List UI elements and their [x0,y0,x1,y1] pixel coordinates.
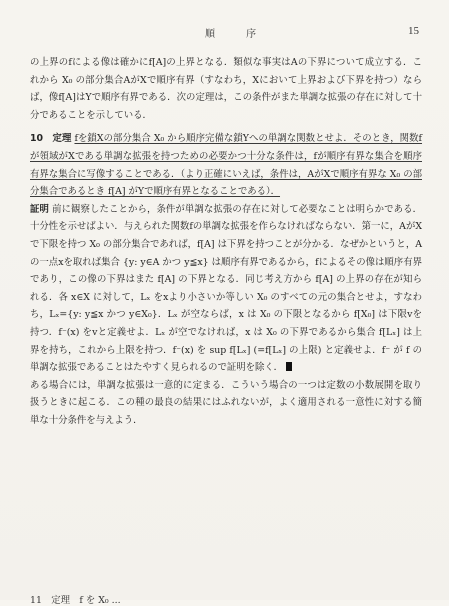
theorem-label: 10 定理 [30,133,72,145]
next-theorem-cutoff: 11 定理 f を X₀ ... [30,595,121,606]
body-text [30,54,422,429]
theorem-10 [30,130,422,200]
intro-paragraph: の上界のfによる像は確かにf[A]の上界となる．類似な事実はAの下界について成立する．これから X₀ の部分集合AがXで順序有界（すなわち，Xにおいて上界および下界を持つ）ならば，像f[A]はYで順序有界である．次の定理は，この条件がまた単調な拡張の存在に対して十分であることを示している． [30,57,422,121]
page-number: 15 [408,25,419,37]
running-title: 順 序 [205,29,271,40]
qed-mark [286,362,292,371]
page-header [0,25,449,43]
proof-label: 証明 [30,203,49,215]
proof [30,201,422,377]
theorem-body: fを鎖Xの部分集合 X₀ から順序完備な鎖Yへの単調な関数とせよ．そのとき，関数fが領域がXである単調な拡張を持つための必要かつ十分な条件は，fが順序有界な集合を順序有界な集合に写像することである．（より正確にいえば，条件は，AがXで順序有界な X₀ の部分集合であるとき f[A] がYで順序有界となることである）． [30,133,423,198]
proof-body: 前に観察したことから，条件が単調な拡張の存在に対して必要なことは明らかである．十分性を示せばよい．与えられた関数fの単調な拡張を作らなければならない．第一に，AがXで下限を持つ X₀ の部分集合であれば，f[A] は下界を持つことが分かる．なぜかというと，Aの一点xを取れば集合 {y: y∈A かつ y≦x} は順序有界であるから，fによるその像は順序有界であり，この像の下界はまた f[A] の下界となる．同じ考え方から f[A] の上界の存在が知られる．各 x∈X に対して，Lₓ をxより小さいか等しい X₀ のすべての元の集合とせよ，すなわち，Lₓ={y: y≦x かつ y∈X₀}．Lₓ が空ならば，x は X₀ の下限となるから f[X₀] は下限vを持つ．f⁻(x) をvと定義せよ．Lₓ が空でなければ，x は X₀ の下界であるから集合 f[Lₓ] は上界を持ち，これから上限を持つ．f⁻(x) を sup f[Lₓ] (=f[Lₓ] の上限) と定義せよ．f⁻ が f の単調な拡張であることはたやすく見られるので証明を除く． [30,203,422,374]
closing-paragraph: ある場合には，単調な拡張は一意的に定まる．こういう場合の一つは定数の小数展開を取り扱うときに起こる．この種の最良の結果にはふれないが，よく適用される一意性に対する簡単な十分条件を与えよう． [30,379,422,426]
